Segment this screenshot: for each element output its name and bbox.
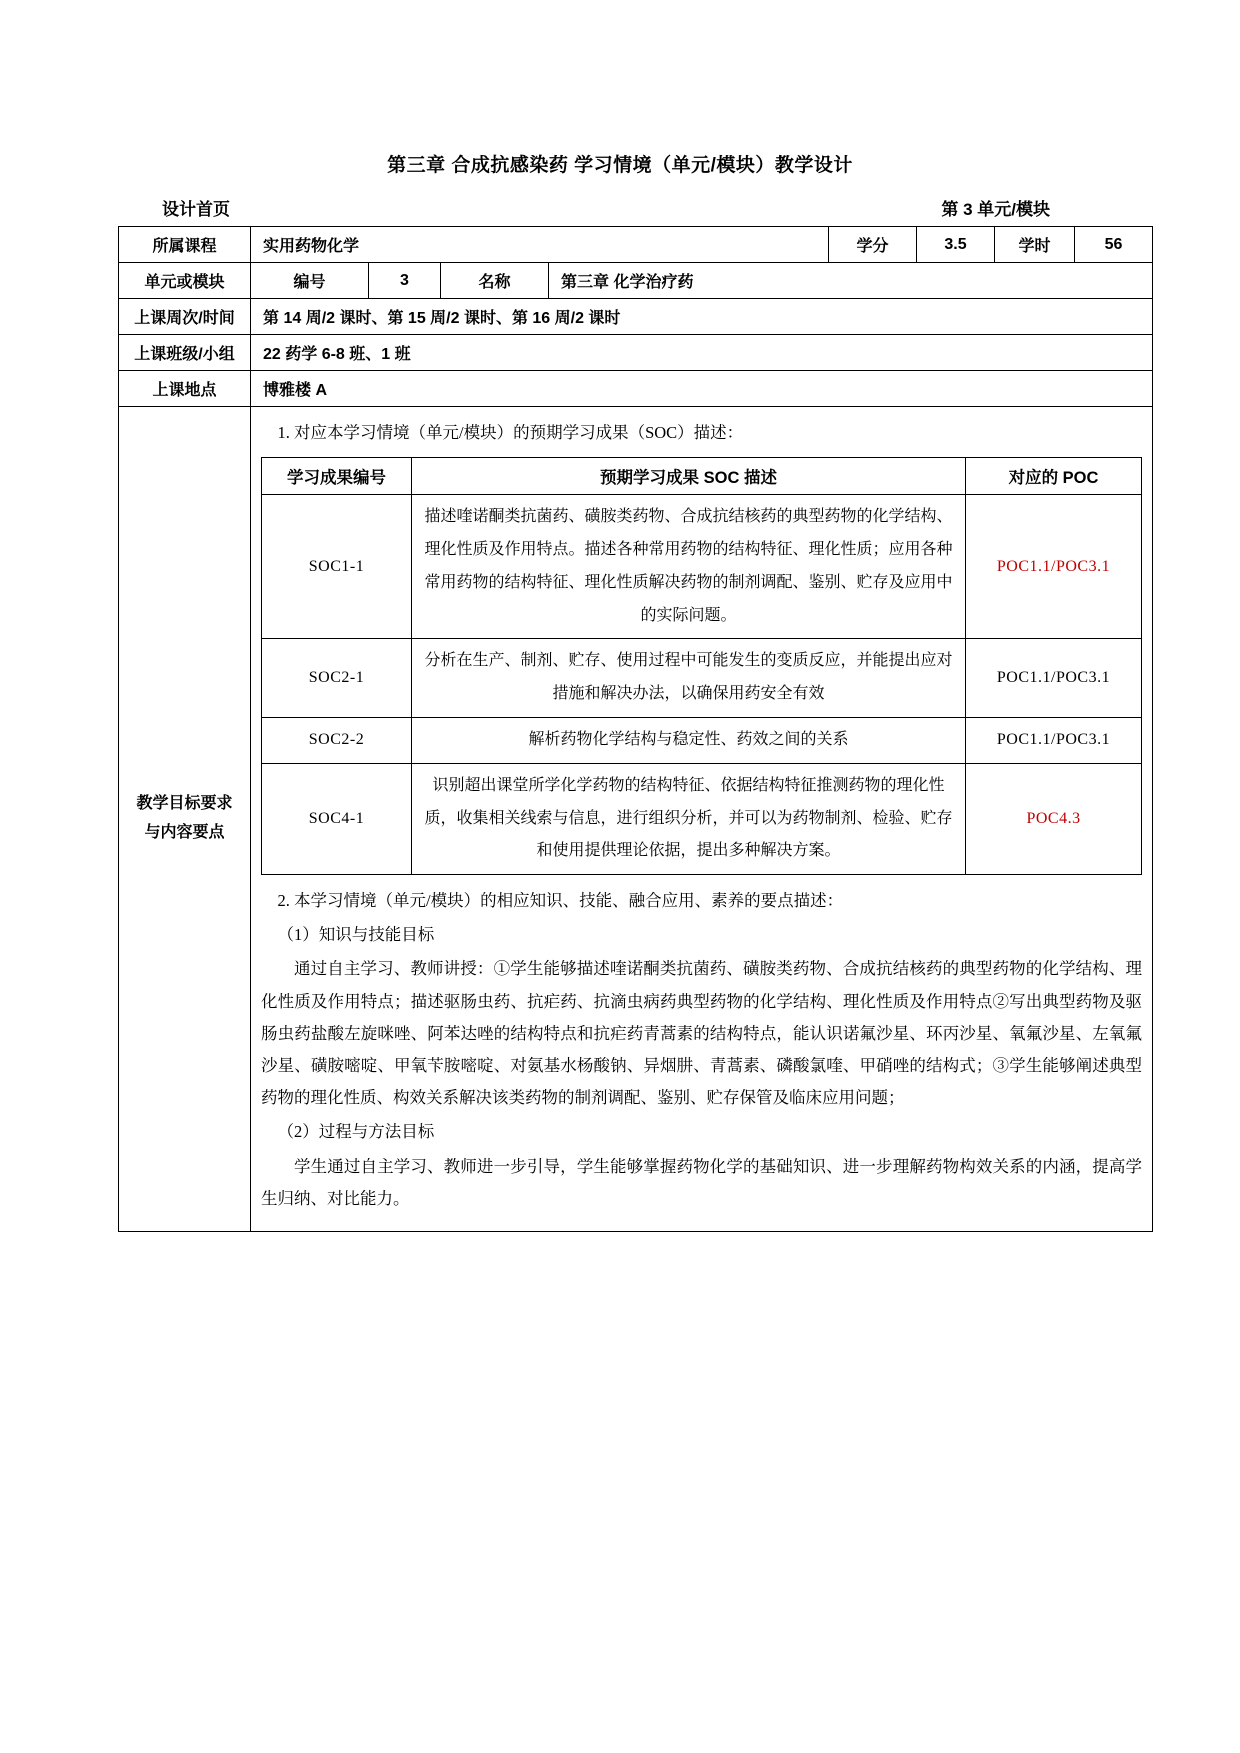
number-label: 编号 [251, 263, 369, 299]
unit-label: 单元或模块 [119, 263, 251, 299]
soc-desc: 识别超出课堂所学化学药物的结构特征、依据结构特征推测药物的理化性质，收集相关线索与信息，进行组织分析，并可以为药物制剂、检验、贮存和使用提供理论依据，提出多种解决方案。 [412, 763, 966, 874]
hours-label: 学时 [995, 227, 1075, 263]
name-label: 名称 [441, 263, 549, 299]
goals-row-label [119, 407, 251, 1232]
class-value: 22 药学 6-8 班、1 班 [251, 335, 1153, 371]
course-value: 实用药物化学 [251, 227, 829, 263]
soc-poc: POC1.1/POC3.1 [966, 639, 1142, 718]
soc-header-id: 学习成果编号 [262, 458, 412, 495]
table-row-goals [119, 407, 1153, 1232]
table-row [262, 763, 1142, 874]
lesson-design-table [118, 226, 1153, 1232]
soc-id: SOC2-2 [262, 717, 412, 763]
name-value: 第三章 化学治疗药 [549, 263, 1153, 299]
soc-poc: POC1.1/POC3.1 [966, 717, 1142, 763]
page-title: 第三章 合成抗感染药 学习情境（单元/模块）教学设计 [387, 155, 853, 176]
hours-value: 56 [1075, 227, 1153, 263]
table-row-place [119, 371, 1153, 407]
sub1-body: 通过自主学习、教师讲授：①学生能够描述喹诺酮类抗菌药、磺胺类药物、合成抗结核药的典型药物的化学结构、理化性质及作用特点；描述驱肠虫药、抗疟药、抗滴虫病药典型药物的化学结构、理化性质及作用特点②写出典型药物及驱肠虫药盐酸左旋咪唑、阿苯达唑的结构特点和抗疟药青蒿素的结构特点，能认识诺氟沙星、环丙沙星、氧氟沙星、左氧氟沙星、磺胺嘧啶、甲氧苄胺嘧啶、对氨基水杨酸钠、异烟肼、青蒿素、磷酸氯喹、甲硝唑的结构式；③学生能够阐述典型药物的理化性质、构效关系解决该类药物的制剂调配、鉴别、贮存保管及临床应用问题； [261, 959, 1143, 1108]
soc-desc: 分析在生产、制剂、贮存、使用过程中可能发生的变质反应，并能提出应对措施和解决办法，以确保用药安全有效 [412, 639, 966, 718]
table-row-course [119, 227, 1153, 263]
week-label: 上课周次/时间 [119, 299, 251, 335]
goals-row-label-line1: 教学目标要求 [136, 795, 233, 813]
table-row [262, 495, 1142, 639]
table-row-unit [119, 263, 1153, 299]
credit-value: 3.5 [917, 227, 995, 263]
soc-id: SOC2-1 [262, 639, 412, 718]
soc-desc: 描述喹诺酮类抗菌药、磺胺类药物、合成抗结核药的典型药物的化学结构、理化性质及作用特点。描述各种常用药物的结构特征、理化性质；应用各种常用药物的结构特征、理化性质解决药物的制剂调配、鉴别、贮存及应用中的实际问题。 [412, 495, 966, 639]
subheader-row [118, 195, 1122, 220]
class-label: 上课班级/小组 [119, 335, 251, 371]
week-value: 第 14 周/2 课时、第 15 周/2 课时、第 16 周/2 课时 [251, 299, 1153, 335]
sub2-title: （2）过程与方法目标 [277, 1122, 435, 1142]
section2-title: 2. 本学习情境（单元/模块）的相应知识、技能、融合应用、素养的要点描述： [277, 891, 844, 911]
goals-content [251, 407, 1153, 1232]
soc-poc: POC4.3 [966, 763, 1142, 874]
soc-id: SOC1-1 [262, 495, 412, 639]
soc-header-poc: 对应的 POC [966, 458, 1142, 495]
goals-row-label-line2: 与内容要点 [144, 823, 225, 841]
soc-desc: 解析药物化学结构与稳定性、药效之间的关系 [412, 717, 966, 763]
table-row [262, 639, 1142, 718]
place-label: 上课地点 [119, 371, 251, 407]
table-row-week [119, 299, 1153, 335]
sub1-title: （1）知识与技能目标 [277, 925, 435, 945]
number-value: 3 [369, 263, 441, 299]
soc-poc: POC1.1/POC3.1 [966, 495, 1142, 639]
credit-label: 学分 [829, 227, 917, 263]
soc-header-desc: 预期学习成果 SOC 描述 [412, 458, 966, 495]
soc-id: SOC4-1 [262, 763, 412, 874]
course-label: 所属课程 [119, 227, 251, 263]
soc-header-row [262, 458, 1142, 495]
table-row [262, 717, 1142, 763]
sub2-body: 学生通过自主学习、教师进一步引导，学生能够掌握药物化学的基础知识、进一步理解药物构效关系的内涵，提高学生归纳、对比能力。 [261, 1156, 1143, 1208]
soc-table [261, 457, 1142, 875]
section1-title: 1. 对应本学习情境（单元/模块）的预期学习成果（SOC）描述： [277, 423, 744, 442]
place-value: 博雅楼 A [251, 371, 1153, 407]
table-row-class [119, 335, 1153, 371]
subheader-left: 设计首页 [162, 200, 230, 219]
subheader-right: 第 3 单元/模块 [941, 200, 1050, 219]
